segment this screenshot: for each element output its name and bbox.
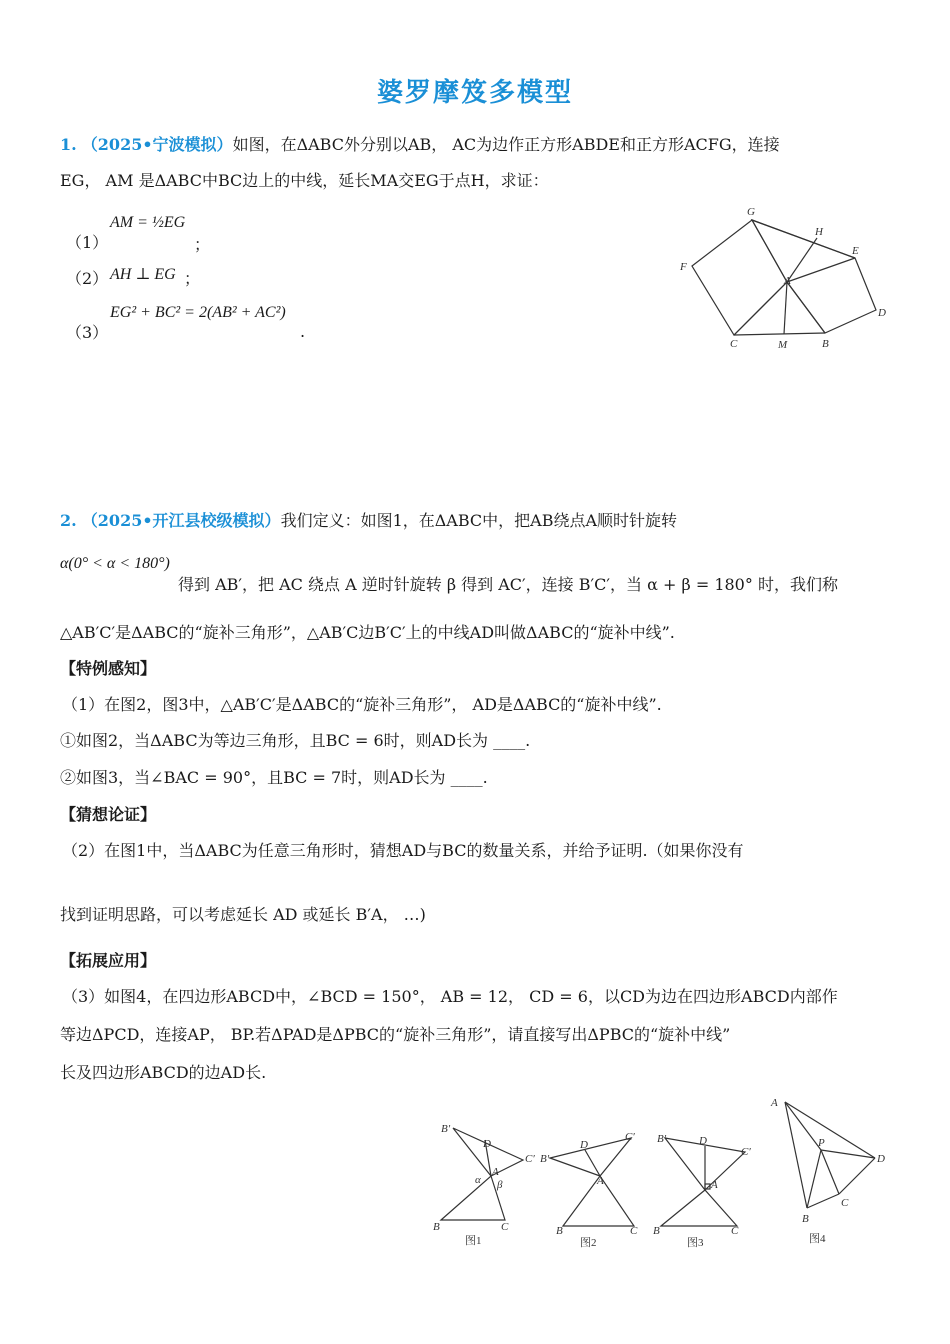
problem-2-line-3: △AB′C′是ΔABC的“旋补三角形”，△AB′C边B′C′上的中线AD叫做ΔABC的“旋补中线”.	[60, 623, 675, 642]
fig-1-label-b: B	[433, 1221, 440, 1233]
section-1-line-1: （1）在图2，图3中，△AB′C′是ΔABC的“旋补三角形”， AD是ΔABC的“旋补中线”.	[62, 695, 662, 714]
fig-2-label-b1: B′	[540, 1153, 550, 1165]
section-special-case-header: 【特例感知】	[60, 659, 157, 678]
fig-1-label-alpha: α	[475, 1174, 481, 1186]
fig-1-label-beta: β	[497, 1179, 503, 1191]
section-1-line-3: ②如图3，当∠BAC = 90°，且BC = 7时，则AD长为 ____.	[60, 768, 488, 787]
problem-1-line-2: EG， AM 是ΔABC中BC边上的中线，延长MA交EG于点H，求证：	[60, 171, 549, 190]
problem-1-text-1: 如图，在ΔABC外分别以AB， AC为边作正方形ABDE和正方形ACFG，连接	[232, 135, 780, 154]
page-title: 婆罗摩笈多模型	[376, 78, 573, 108]
fig1-label-g: G	[747, 206, 755, 218]
section-2-line-1: （2）在图1中，当ΔABC为任意三角形时，猜想AD与BC的数量关系，并给予证明.（如果你没有	[62, 841, 744, 860]
fig-4-label-c: C	[841, 1197, 849, 1209]
fig-2-label-d: D	[580, 1139, 588, 1151]
section-1-line-2: ①如图2，当ΔABC为等边三角形，且BC = 6时，则AD长为 ____.	[60, 731, 531, 750]
fig1-label-h: H	[815, 226, 823, 238]
section-3-line-1: （3）如图4，在四边形ABCD中，∠BCD = 150°， AB = 12， CD = 6，以CD为边在四边形ABCD内部作	[62, 987, 838, 1006]
problem-1-item-3-expr: EG² + BC² = 2(AB² + AC²)	[110, 304, 286, 321]
fig-4-label-p: P	[818, 1137, 825, 1149]
fig1-label-c: C	[730, 338, 738, 350]
fig1-label-f: F	[680, 261, 687, 273]
fig1-label-d: D	[878, 307, 886, 319]
problem-1-item-3-tail: .	[300, 322, 306, 341]
problem-2-source: （2025•开江县校级模拟）	[81, 511, 281, 530]
fig-2-label-b: B	[556, 1225, 563, 1237]
fig1-label-a: A	[784, 275, 791, 287]
fig-3-label-c1: C′	[741, 1146, 751, 1158]
fig-2-label-c: C	[630, 1225, 638, 1237]
fig-2-label-a: A	[597, 1175, 604, 1187]
fig-3-label-c: C	[731, 1225, 739, 1237]
fig-1-caption: 图1	[465, 1235, 482, 1247]
problem-1-source: （2025•宁波模拟）	[81, 135, 233, 154]
problem-1-item-1-label: （1）	[66, 233, 109, 252]
problem-2-line-2: 得到 AB′，把 AC 绕点 A 逆时针旋转 β 得到 AC′，连接 B′C′，当 α + β = 180° 时，我们称	[178, 575, 838, 594]
problem-1-figure	[672, 200, 902, 355]
problem-1-line-1	[60, 132, 780, 155]
fig-4-label-b: B	[802, 1213, 809, 1225]
problem-1-item-2-tail: ；	[184, 269, 201, 288]
fig1-label-e: E	[852, 245, 859, 257]
fig-1-label-b1: B′	[441, 1123, 451, 1135]
problem-1-item-2-label: （2）	[66, 269, 109, 288]
fig-2-caption: 图2	[580, 1237, 597, 1249]
fig-2-label-c1: C′	[625, 1131, 635, 1143]
fig-1-label-a: A	[492, 1166, 499, 1178]
fig-3-label-b: B	[653, 1225, 660, 1237]
section-conjecture-header: 【猜想论证】	[60, 805, 157, 824]
fig-3-label-a: A	[711, 1179, 718, 1191]
fig1-label-m: M	[778, 339, 788, 351]
fig-3-label-b1: B′	[657, 1133, 667, 1145]
fig-4-label-d: D	[877, 1153, 885, 1165]
problem-2-alpha-range: α(0° < α < 180°)	[60, 555, 170, 572]
fig-3-caption: 图3	[687, 1237, 704, 1249]
problem-1-item-1-tail: ；	[194, 235, 211, 254]
fig-1-label-d: D	[483, 1138, 491, 1150]
fig-4-label-a: A	[771, 1097, 778, 1109]
fig-1-label-c: C	[501, 1221, 509, 1233]
problem-2-text-1: 我们定义：如图1，在ΔABC中，把AB绕点A顺时针旋转	[280, 511, 678, 530]
fig1-label-b: B	[822, 338, 829, 350]
fig-3-label-d: D	[699, 1135, 707, 1147]
section-3-line-3: 长及四边形ABCD的边AD长.	[60, 1063, 267, 1082]
problem-1-number: 1.	[60, 135, 77, 154]
section-2-line-2: 找到证明思路，可以考虑延长 AD 或延长 B′A， …)	[60, 905, 426, 924]
problem-2-line-1	[60, 508, 677, 531]
fig-4-caption: 图4	[809, 1233, 826, 1245]
problem-1-item-2-expr: AH ⊥ EG	[110, 266, 176, 283]
problem-1-item-1-expr: AM = ½EG	[110, 214, 186, 231]
section-3-line-2: 等边ΔPCD，连接AP， BP.若ΔPAD是ΔPBC的“旋补三角形”，请直接写出ΔPBC的“旋补中线”	[60, 1025, 731, 1044]
section-extension-header: 【拓展应用】	[60, 951, 157, 970]
problem-1-item-3-label: （3）	[66, 323, 109, 342]
problem-2-number: 2.	[60, 511, 77, 530]
fig-1-label-c1: C′	[525, 1153, 535, 1165]
problem-2-figures	[425, 1090, 895, 1255]
